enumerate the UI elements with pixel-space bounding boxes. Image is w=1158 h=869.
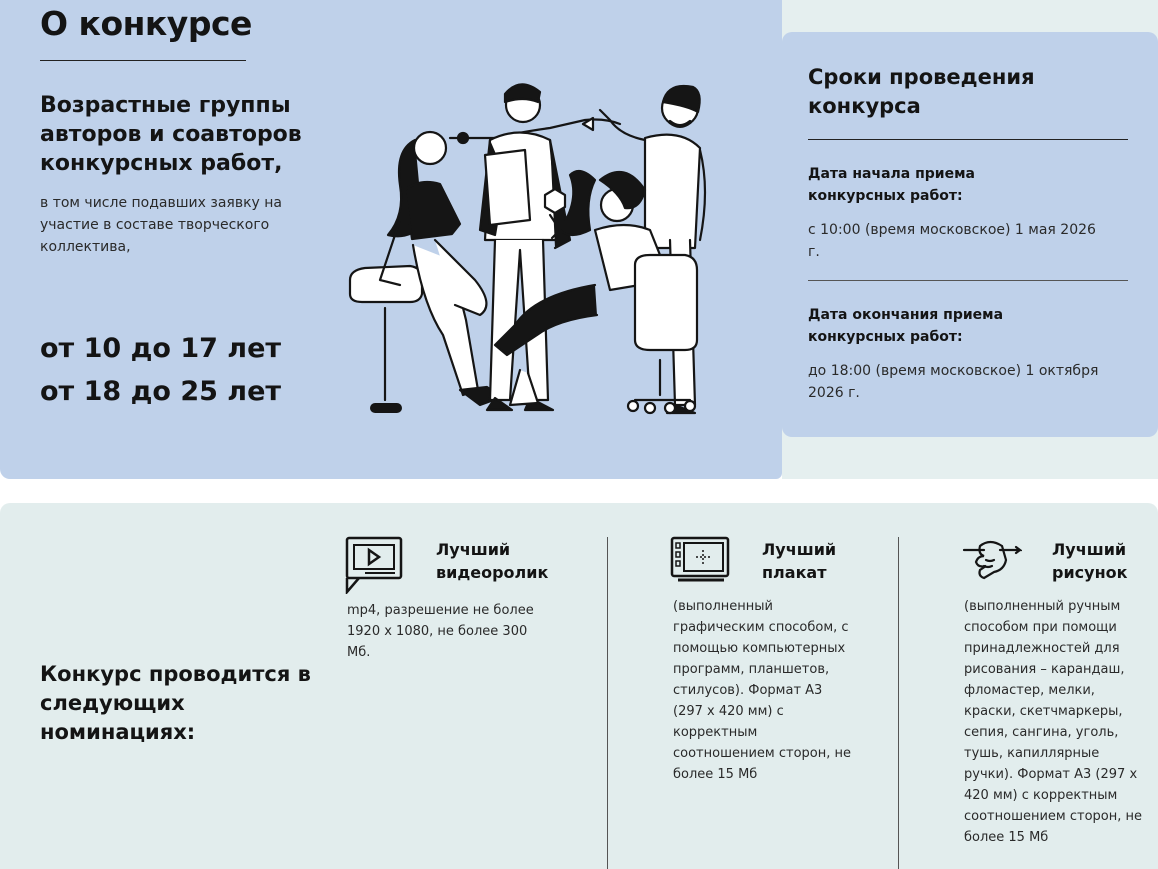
nomination-text-drawing: (выполненный ручным способом при помощи принадлежностей для рисования – карандаш, фломастер, мелки, краски, скетчмаркеры, сепия, сангина, уголь, тушь, капиллярные ручки). Формат А3 (297 х 420 мм) с корректным соотношением сторон, не более 15 Мб <box>964 599 1143 845</box>
team-illustration <box>345 80 730 420</box>
nomination-text-video: mp4, разрешение не более 1920 х 1080, не более 300 Мб. <box>347 603 534 660</box>
nominations-divider-2 <box>898 537 899 869</box>
nominations-divider-1 <box>607 537 608 869</box>
age-groups-note: в том числе подавших заявку на участие в составе творческого коллектива, <box>40 195 283 255</box>
start-date-label: Дата начала приема конкурсных работ: <box>808 166 975 204</box>
nomination-text-poster: (выполненный графическим способом, с помощью компьютерных программ, планшетов, стилусов). Формат А3 (297 х 420 мм) с корректным соотношением сторон, не более 15 Мб <box>673 599 852 782</box>
page-title: О конкурсе <box>40 4 252 43</box>
age-range-2: от 18 до 25 лет <box>40 376 282 407</box>
nomination-title-poster: Лучший плакат <box>762 540 837 582</box>
end-date-value: до 18:00 (время московское) 1 октября 2026 г. <box>808 363 1099 401</box>
drawing-hand-icon <box>962 536 1022 584</box>
deadlines-heading: Сроки проведения конкурса <box>808 65 1035 118</box>
end-date-label: Дата окончания приема конкурсных работ: <box>808 307 1004 345</box>
nomination-title-video: Лучший видеоролик <box>436 540 549 582</box>
deadlines-divider <box>808 139 1128 140</box>
start-date-value: с 10:00 (время московское) 1 мая 2026 г. <box>808 222 1096 260</box>
video-icon <box>345 536 405 594</box>
deadlines-mid-divider <box>808 280 1128 281</box>
title-divider <box>40 60 246 61</box>
graphic-tablet-icon <box>670 536 730 584</box>
age-groups-heading: Возрастные группы авторов и соавторов конкурсных работ, <box>40 93 302 176</box>
nomination-title-drawing: Лучший рисунок <box>1052 540 1128 582</box>
nominations-heading: Конкурс проводится в следующих номинациях: <box>40 662 311 744</box>
age-range-1: от 10 до 17 лет <box>40 333 282 364</box>
